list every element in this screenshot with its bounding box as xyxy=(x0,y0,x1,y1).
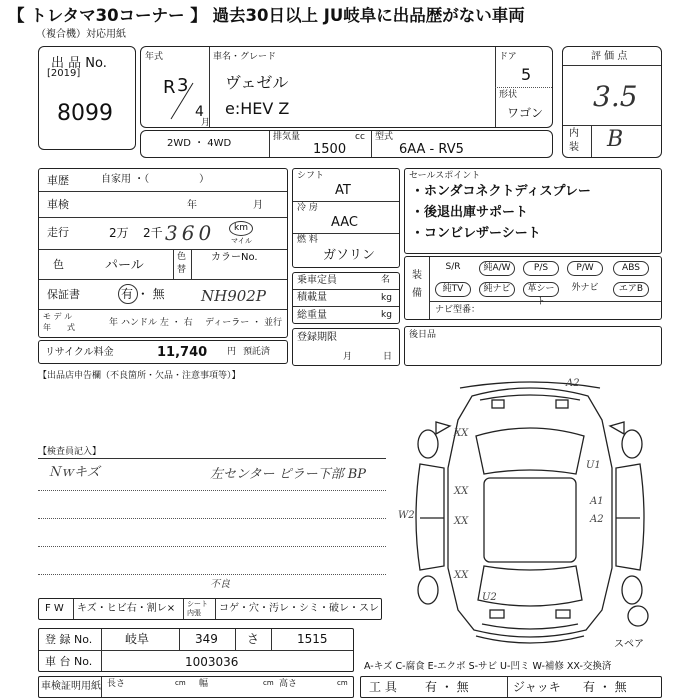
inspection-month-unit: 月 xyxy=(253,200,263,211)
defect-seat-items: コゲ・穴・汚レ・シミ・破レ・スレ xyxy=(219,603,379,614)
shift-box xyxy=(292,168,400,268)
year-label: 年式 xyxy=(145,52,164,62)
equip-alloy-wheel: 純A/W xyxy=(479,261,515,276)
fuel-label: 燃 料 xyxy=(297,235,318,245)
model-year-unit: 年 xyxy=(109,318,119,328)
doors-value: 5 xyxy=(521,65,532,84)
equip-aftermarket-navi: 外ナビ xyxy=(571,283,599,293)
car-label: 車名・グレード xyxy=(213,52,277,62)
diagram-mark-6: W2 xyxy=(398,510,415,521)
interior-value: B xyxy=(607,127,624,152)
damage-legend: A-キズ C-腐食 E-エクボ S-サビ U-凹ミ W-補修 XX-交換済 xyxy=(364,661,612,672)
diagram-mark-4: A1 xyxy=(590,496,604,507)
model-value: 6AA - RV5 xyxy=(399,142,464,157)
equip-power-window: P/W xyxy=(567,261,603,276)
diagram-mark-2: A2 xyxy=(566,378,580,389)
score-box xyxy=(562,46,662,158)
tools-options: 有 ・ 無 xyxy=(425,680,469,694)
capacity-unit: 名 xyxy=(381,275,391,285)
notes-label: 後日品 xyxy=(409,330,437,340)
selling-point-2: ・後退出庫サポート xyxy=(411,205,529,220)
capacity-label: 乗車定員 xyxy=(297,275,337,286)
fuel-value: ガソリン xyxy=(323,248,376,263)
recycle-note: 預託済 xyxy=(243,347,271,357)
diagram-mark-9: XX xyxy=(454,570,469,581)
notes-box xyxy=(404,326,662,366)
inspector-note-left: Ｎｗキズ xyxy=(48,465,100,480)
mileage-sen: 2千 xyxy=(143,226,163,240)
score-label: 評 価 点 xyxy=(591,51,628,62)
drive-options: 2WD ・ 4WD xyxy=(167,138,232,149)
displacement-unit: cc xyxy=(355,132,365,142)
load-unit: kg xyxy=(381,293,392,303)
chassis-label: 車 台 No. xyxy=(45,655,93,668)
mileage-man: 2万 xyxy=(109,226,129,240)
defect-fw: F W xyxy=(45,603,64,614)
mileage-unit: km xyxy=(234,223,248,233)
reg-deadline-label: 登録期限 xyxy=(297,332,337,343)
mileage-unit2: マイル xyxy=(231,237,252,245)
defect-mark: 不良 xyxy=(210,579,230,590)
mileage-rest: 360 xyxy=(165,221,216,245)
tools-label: 工 具 xyxy=(369,680,397,694)
lot-box xyxy=(38,46,136,150)
spec-row xyxy=(140,130,553,158)
year-month-unit: 月 xyxy=(201,118,211,128)
registration-kana: さ xyxy=(247,632,260,646)
score-value: 3.5 xyxy=(593,80,638,113)
displacement-label: 排気量 xyxy=(273,132,301,142)
year-month: 4 xyxy=(195,104,204,120)
diagram-mark-10: U2 xyxy=(482,592,497,603)
weight-unit: kg xyxy=(381,310,392,320)
shift-label: シフト xyxy=(297,171,325,181)
tools-box xyxy=(360,676,662,698)
defect-row xyxy=(38,598,382,620)
jack-options: 有 ・ 無 xyxy=(583,680,627,694)
registration-number: 1515 xyxy=(297,632,328,646)
diagram-mark-1: XX xyxy=(454,428,469,439)
reg-deadline-box xyxy=(292,328,400,366)
header-title: 【 トレタマ30コーナー 】 過去30日以上 JU岐阜に出品歴がない車両 xyxy=(8,6,525,25)
selling-point-1: ・ホンダコネクトディスプレー xyxy=(411,184,591,199)
declaration-label: 【出品店申告欄（不良箇所・欠品・注意事項等）】 xyxy=(38,371,241,381)
mileage-label: 走行 xyxy=(47,226,69,239)
registration-class: 349 xyxy=(195,632,218,646)
inspection-year-unit: 年 xyxy=(187,200,197,211)
color-change-1: 色 xyxy=(177,252,187,262)
load-label: 積載量 xyxy=(297,292,327,303)
ac-label: 冷 房 xyxy=(297,203,318,213)
warranty-options: 有 ・ 無 xyxy=(121,287,165,301)
model-year-label-1: モ デ ル xyxy=(43,312,73,321)
defect-seat-2: 内張 xyxy=(187,609,201,617)
inspector-label: 【検査員記入】 xyxy=(38,447,102,457)
cert-length: 長さ xyxy=(107,679,126,689)
year-era: R xyxy=(163,77,176,98)
recycle-label: リサイクル料金 xyxy=(45,347,114,358)
vehicle-box xyxy=(140,46,553,128)
equip-leather-seat: 革シート xyxy=(523,282,559,297)
model-year-dealer: ディーラー ・ 並行 xyxy=(205,318,283,328)
shift-value: AT xyxy=(335,183,351,198)
weight-label: 総重量 xyxy=(297,310,327,321)
cert-height: 高さ xyxy=(279,679,298,689)
interior-label-1: 内 xyxy=(569,128,579,139)
diagram-mark-5: A2 xyxy=(590,514,604,525)
model-year-label-2: 年 式 xyxy=(43,323,75,332)
color-value: パール xyxy=(105,258,144,273)
ac-value: AAC xyxy=(331,215,358,230)
inspection-label: 車検 xyxy=(47,198,69,211)
cert-box xyxy=(38,676,354,698)
reg-deadline-month: 月 xyxy=(343,352,353,362)
registration-place: 岐阜 xyxy=(125,632,150,646)
history-box xyxy=(38,168,288,338)
diagram-mark-7: XX xyxy=(454,486,469,497)
registration-label: 登 録 No. xyxy=(45,633,93,646)
history-value: 自家用 ・（ ） xyxy=(101,174,210,185)
header-subtitle: （複合機）対応用紙 xyxy=(36,29,126,40)
cert-cm-2: cm xyxy=(263,679,274,687)
recycle-box xyxy=(38,340,288,364)
capacity-box xyxy=(292,272,400,324)
cert-label: 車検証明用紙 xyxy=(41,681,101,692)
body-value: ワゴン xyxy=(507,106,544,120)
equip-abs: ABS xyxy=(613,261,649,276)
doors-label: ドア xyxy=(499,52,517,62)
equip-airbag: エアB xyxy=(613,282,649,297)
defect-seat-1: シート xyxy=(187,600,208,608)
diagram-mark-8: XX xyxy=(454,516,469,527)
cert-width: 幅 xyxy=(199,679,209,689)
equip-power-steering: P/S xyxy=(523,261,559,276)
equip-navi: 純ナビ xyxy=(479,282,515,297)
selling-points-label: セールスポイント xyxy=(409,171,481,181)
selling-point-3: ・コンビレザーシート xyxy=(411,226,541,241)
car-damage-diagram xyxy=(380,378,680,650)
reg-deadline-day: 日 xyxy=(383,352,393,362)
lot-number: 8099 xyxy=(57,101,113,126)
recycle-value: 11,740 xyxy=(157,345,208,360)
displacement-value: 1500 xyxy=(313,142,347,157)
warranty-label: 保証書 xyxy=(47,288,80,301)
registration-box xyxy=(38,628,354,672)
cert-cm-3: cm xyxy=(337,679,348,687)
model-label: 型式 xyxy=(375,132,394,142)
chassis-value: 1003036 xyxy=(185,655,239,669)
selling-points-box xyxy=(404,168,662,254)
body-label: 形状 xyxy=(499,90,518,100)
history-label: 車歴 xyxy=(47,174,69,187)
equip-sr: S/R xyxy=(445,262,461,272)
car-grade: e:HEV Z xyxy=(225,99,290,118)
navi-model-label: ナビ型番： xyxy=(435,305,481,315)
car-name: ヴェゼル xyxy=(225,73,289,92)
year-slash xyxy=(167,81,197,121)
jack-label: ジャッキ xyxy=(513,680,561,694)
defect-items: キズ・ヒビ右・割レ× xyxy=(77,603,176,614)
recycle-unit: 円 xyxy=(227,347,237,357)
inspector-note-right: 左センター ピラー下部 BP xyxy=(210,467,367,482)
header-bar xyxy=(0,0,700,30)
spare-label: スペア xyxy=(614,639,644,650)
color-label: 色 xyxy=(53,258,64,271)
equipment-box xyxy=(404,256,662,320)
color-change-2: 替 xyxy=(177,265,187,275)
equipment-label-1: 装 xyxy=(412,270,422,281)
equipment-label-2: 備 xyxy=(412,288,422,299)
color-no-value: NH902P xyxy=(201,287,266,305)
lot-year-tag: [2019] xyxy=(47,68,81,79)
year-value: 3 xyxy=(177,75,189,96)
equip-tv: 純TV xyxy=(435,282,471,297)
color-no-label: カラーNo. xyxy=(211,252,258,263)
cert-cm-1: cm xyxy=(175,679,186,687)
model-year-handle: ハンドル 左 ・ 右 xyxy=(121,318,193,328)
interior-label-2: 装 xyxy=(569,142,579,153)
lot-label: 出 品 No. xyxy=(51,56,107,71)
diagram-mark-3: U1 xyxy=(586,460,601,471)
